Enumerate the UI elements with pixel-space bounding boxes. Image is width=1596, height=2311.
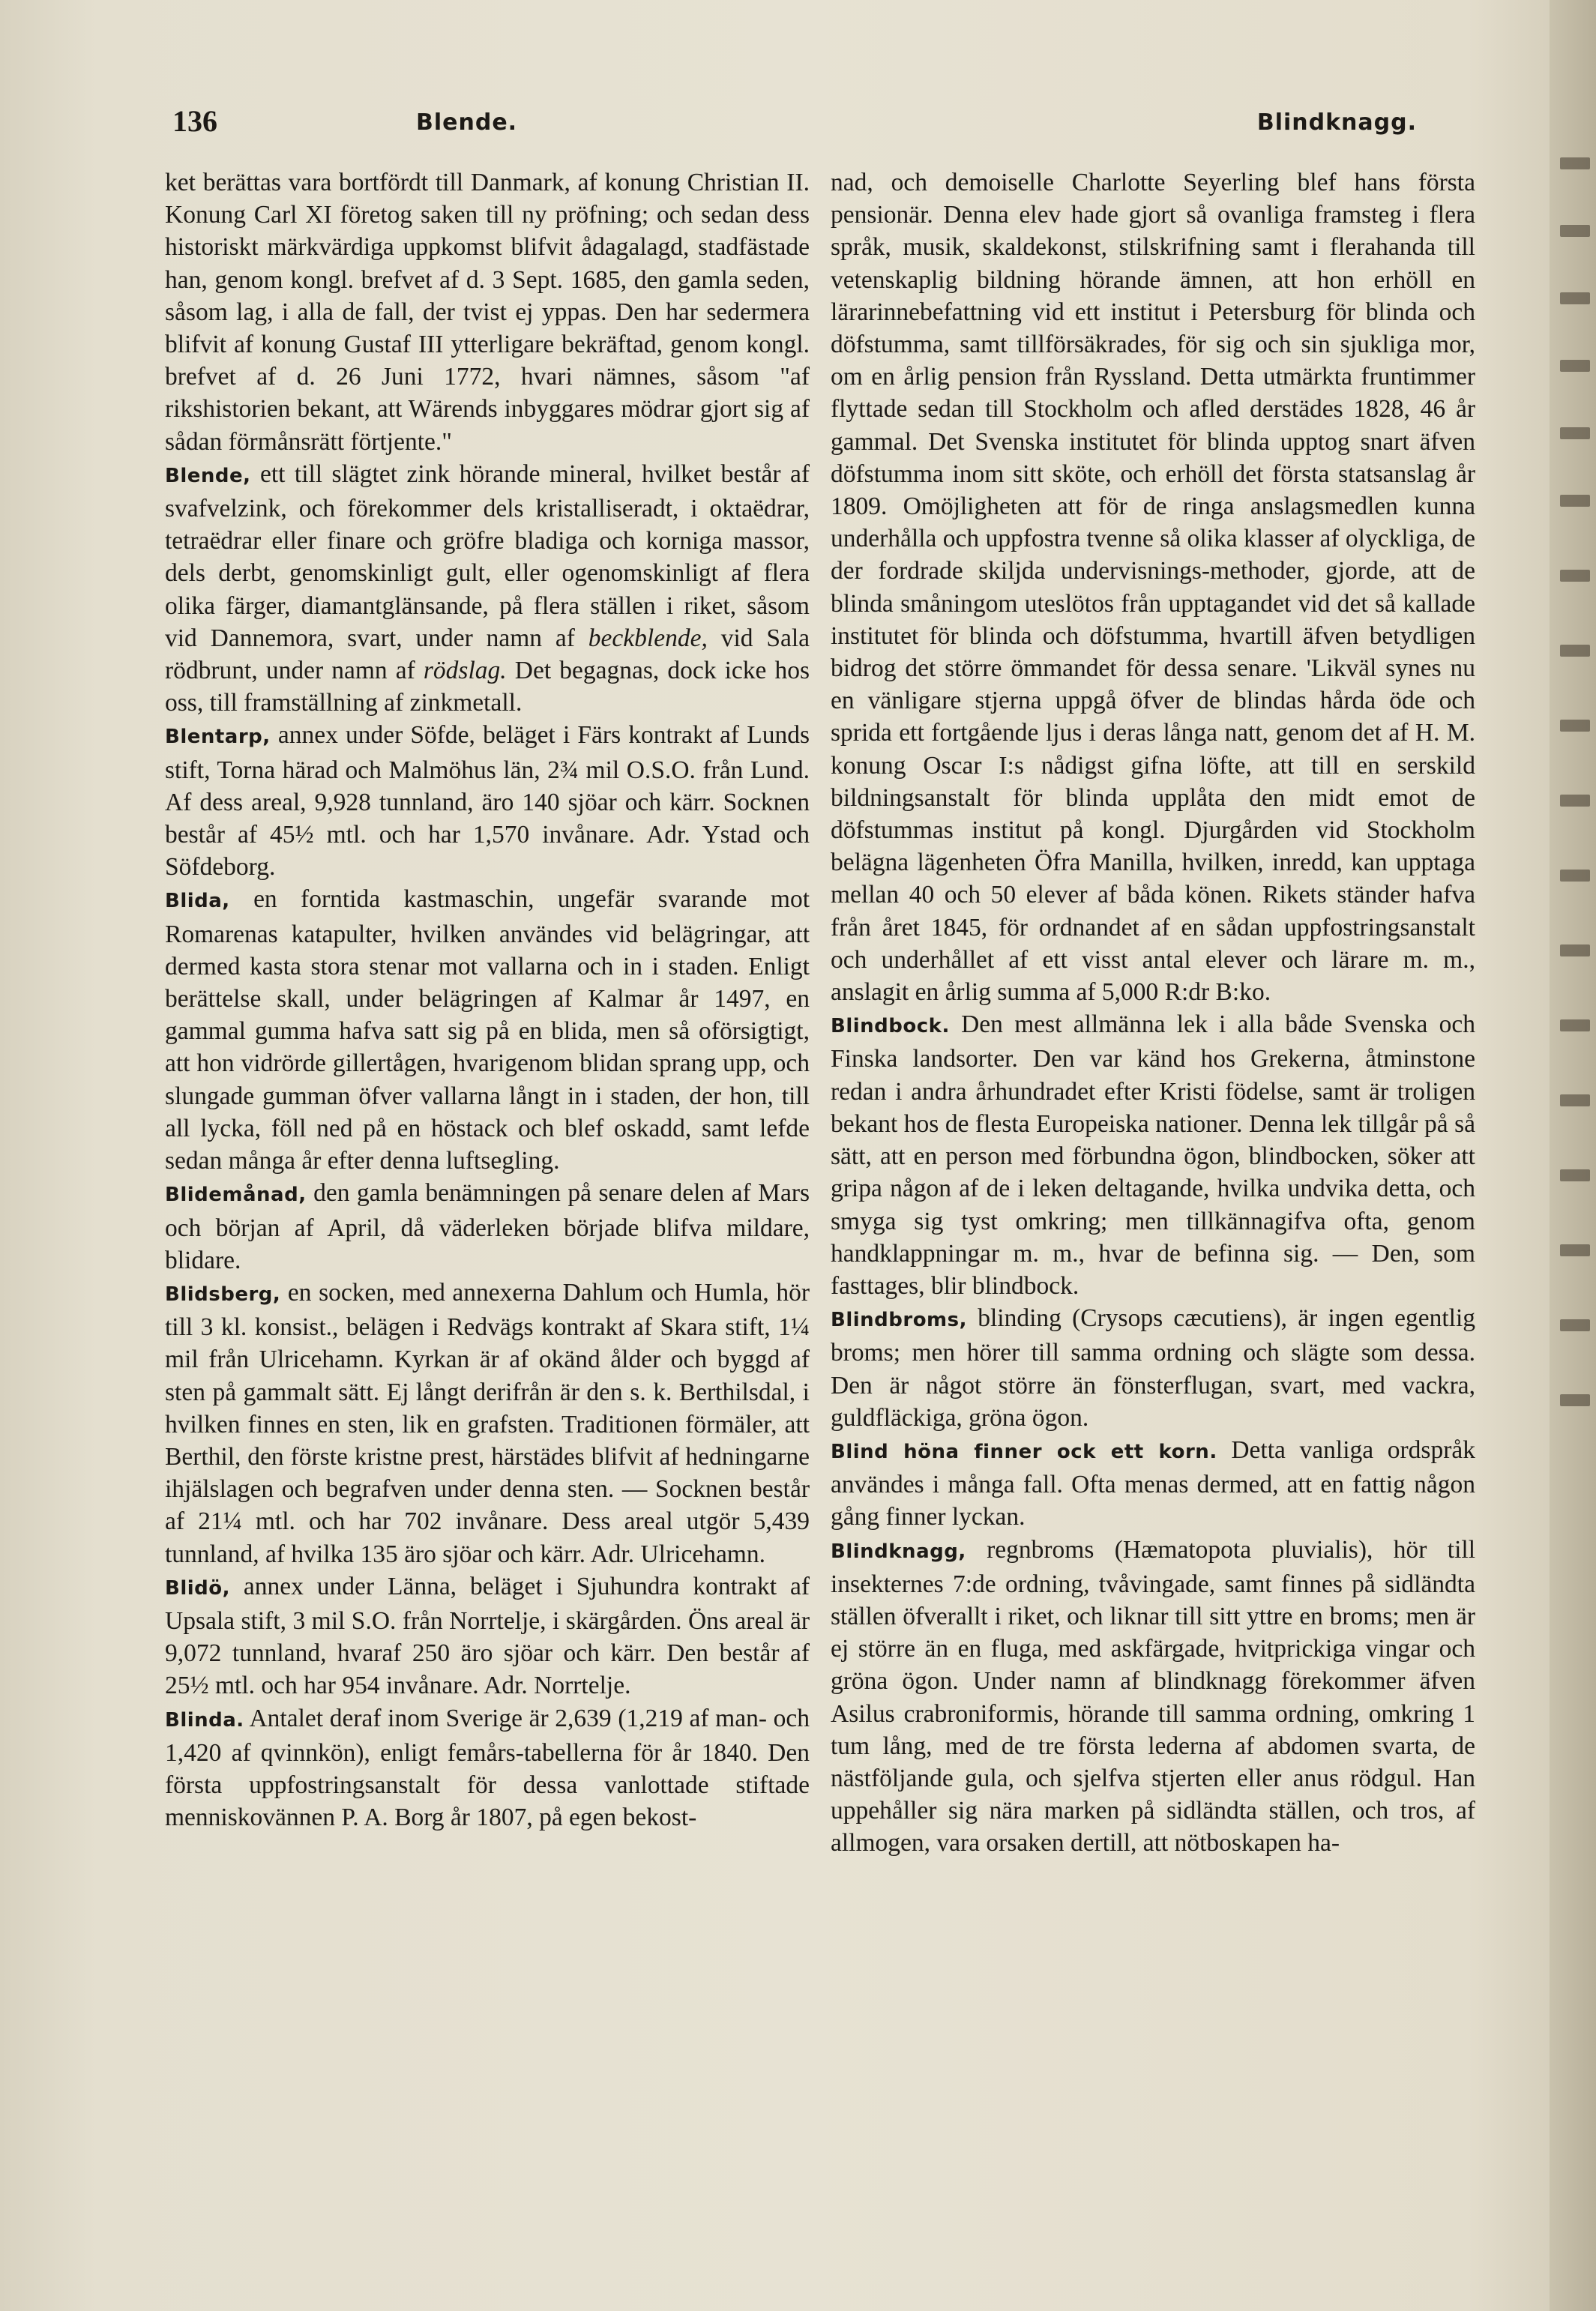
page-header <box>172 103 1417 148</box>
adjacent-page-edge <box>1550 0 1596 2311</box>
entry-blind-hona <box>831 1434 1475 1534</box>
continued-text: ket berättas vara bortfördt till Danmark, af konung Christian II. Konung Carl XI företog saken till ny pröfning; och sedan dess historiskt märkvärdiga uppkomst blifvit ådagalagd, stadfästade han, genom kongl. brefvet af d. 3 Sept. 1685, den gamla seden, såsom lag, i alla de fall, der tvist ej yppas. Den har sedermera blifvit af konung Gustaf III ytterligare bekräftad, genom kongl. brefvet af d. 26 Juni 1772, hvari nämnes, såsom "af rikshistorien bekant, att Wärends inbyggares mödrar gjort sig af sådan förmånsrätt förtjente." <box>165 169 810 456</box>
headword: Blende, <box>165 464 251 487</box>
entry-text: en socken, med annexerna Dahlum och Humla, hör till 3 kl. konsist., belägen i Redvägs kontrakt af Skara stift, 1¼ mil från Ulricehamn. Kyrkan är af okänd ålder och byggd af sten på gammalt sätt. Ej långt derifrån är den s. k. Berthilsdal, i hvilken finnes en sten, lik en grafsten. Traditionen förmäler, att Berthil, den förste kristne prest, härstädes blifvit af hedningarne ihjälslagen och begrafven under denna sten. — Socknen består af 21¼ mtl. och har 702 invånare. Dess areal utgör 5,439 tunnland, af hvilka 135 äro sjöar och kärr. Adr. Ulricehamn. <box>165 1278 810 1568</box>
entry-blende <box>165 458 810 720</box>
entry-text: vid Sala rödbrunt, under namn af <box>165 624 810 685</box>
entry-text: Antalet deraf inom Sverige är 2,639 (1,219 af man- och 1,420 af qvinnkön), enligt femårs-tabellerna för år 1840. Den första uppfostringsanstalt för dessa vanlottade stiftade menniskovännen P. A. Borg år 1807, på egen bekost- <box>165 1704 810 1832</box>
right-column <box>831 166 1475 2243</box>
entry-blindbroms <box>831 1302 1475 1434</box>
headword: Blind höna finner ock ett korn. <box>831 1440 1217 1463</box>
running-head-right: Blindknagg. <box>1256 109 1417 136</box>
running-head-left: Blende. <box>416 109 518 136</box>
headword: Blidsberg, <box>165 1283 281 1306</box>
headword: Blindbroms, <box>831 1309 968 1332</box>
entry-blido <box>165 1570 810 1702</box>
entry-italic-term: beckblende, <box>588 624 708 652</box>
entry-text: en forntida kastmaschin, ungefär svarande mot Romarenas katapulter, hvilken användes vid belägringar, att dermed kasta stora stenar mot vallarna och in i staden. Enligt berättelse skall, under belägringen af Kalmar år 1497, en gammal gumma hafva satt sig på en blida, men så oförsigtigt, att hon vidrörde gillertågen, hvarigenom blidan sprang upp, och slungade gumman öfver vallarna långt in i staden, der hon, till all lycka, föll ned på en höstack och blef oskadd, samt lefde sedan många år efter denna luftsegling. <box>165 885 810 1175</box>
continued-text: nad, och demoiselle Charlotte Seyerling blef hans första pensionär. Denna elev hade gjort så ovanliga framsteg i flera språk, musik, skaldekonst, stilskrifning samt i flerahanda till vetenskaplig bildning hörande ämnen, att hon erhöll en lärarinnebefattning vid ett institut i Petersburg för blinda och döfstumma, samt tillförsäkrades, för sig och sin sjukliga mor, om en årlig pension från Ryssland. Detta utmärkta fruntimmer flyttade sedan till Stockholm och afled derstädes 1828, 46 år gammal. Det Svenska institutet för blinda upptog snart äfven döfstumma inom sitt sköte, och erhöll det första statsanslag år 1809. Omöjligheten att för de ringa anslagsmedlen kunna underhålla och uppfostra tvenne så olika klasser af olyckliga, de der fordrade skiljda undervisnings-methoder, gjorde, att de blinda småningom uteslötos från upptagandet vid det så kallade institutet för blinda och döfstumma, hvartill äfven betydligen bidrog det större ömmandet för dessa senare. 'Likväl synes nu en vänligare stjerna uppgå öfver de blindas hårda öde och sprida ett fortgående ljus i deras långa natt, genom det af H. M. konung Oscar I:s nådigst gifna löfte, att till en serskild bildningsanstalt för blinda upplåta den midt emot de döfstummas institut på kongl. Djurgården vid Stockholm belägna lägenheten Öfra Manilla, hvilken, inredd, kan upptaga mellan 40 och 50 elever af båda könen. Rikets ständer hafva från året 1845, för ordnandet af en sådan uppfostringsanstalt och underhållet af ett visst antal elever och lärare m. m., anslagit en årlig summa af 5,000 R:dr B:ko. <box>831 169 1475 1007</box>
headword: Blida, <box>165 890 230 913</box>
page-number: 136 <box>172 104 217 138</box>
entry-text: annex under Länna, beläget i Sjuhundra kontrakt af Upsala stift, 3 mil S.O. från Norrtelje, i skärgården. Öns areal är 9,072 tunnland, hvaraf 250 äro sjöar och kärr. Den består af 25½ mtl. och har 954 invånare. Adr. Norrtelje. <box>165 1572 810 1700</box>
entry-blidsberg <box>165 1277 810 1570</box>
entry-text: ett till slägtet zink hörande mineral, hvilket består af svafvelzink, och förekommer dels kristalliseradt, i oktaëdrar, tetraëdrar eller finare och gröfre bladiga och korniga massor, dels derbt, genomskinligt gult, eller ogenomskinligt af flera olika färger, diamantglänsande, på flera ställen i riket, såsom vid Dannemora, svart, under namn af <box>165 460 810 652</box>
entry-blida <box>165 883 810 1177</box>
left-column <box>165 166 810 2243</box>
headword: Blinda. <box>165 1708 244 1732</box>
headword: Blentarp, <box>165 726 271 749</box>
entry-blindbock <box>831 1008 1475 1302</box>
headword: Blidö, <box>165 1576 230 1600</box>
headword: Blindknagg, <box>831 1540 966 1563</box>
entry-italic-term: rödslag. <box>423 657 507 685</box>
entry-text: Den mest allmänna lek i alla både Svenska och Finska landsorter. Den var känd hos Grekerna, åtminstone redan i andra århundradet efter Kristi födelse, samt är troligen bekant hos de flesta Europeiska nationer. Denna lek tillgår på så sätt, att en person med förbundna ögon, blindbocken, söker att gripa någon af de i leken deltagande, hvilka undvika detta, och smyga sig tyst omkring; men tillkännagifva ofta, genom handklappningar m. m., hvar de befinna sig. — Den, som fasttages, blir blindbock. <box>831 1010 1475 1300</box>
headword: Blindbock. <box>831 1015 950 1038</box>
entry-text: regnbroms (Hæmatopota pluvialis), hör till insekternes 7:de ordning, tvåvingade, samt finnes på sidländta ställen öfverallt i riket, och liknar till sitt yttre en broms; men är ej större än en fluga, med askfärgade, hvitprickiga vingar och gröna ögon. Under namn af blindknagg förekommer äfven Asilus crabroniformis, hörande till samma ordning, omkring 1 tum lång, med de tre första lederna af abdomen svarta, de nästföljande gula, och sjelfva stjerten eller anus rödgul. Han uppehåller sig nära marken på sidländta ställen, och tros, af allmogen, vara orsaken dertill, att nötboskapen ha- <box>831 1535 1475 1857</box>
headword: Blidemånad, <box>165 1184 307 1207</box>
entry-blinda <box>165 1702 810 1834</box>
entry-blentarp <box>165 719 810 883</box>
entry-text: annex under Söfde, beläget i Färs kontrakt af Lunds stift, Torna härad och Malmöhus län, 2¾ mil O.S.O. från Lund. Af dess areal, 9,928 tunnland, äro 140 sjöar och kärr. Socknen består af 45½ mtl. och har 1,570 invånare. Adr. Ystad och Söfdeborg. <box>165 721 810 882</box>
entry-text: Detta vanliga ordspråk användes i många fall. Ofta menas dermed, att en fattig någon gång finner lyckan. <box>831 1435 1475 1531</box>
entry-text: den gamla benämningen på senare delen af Mars och början af April, då väderleken började blifva mildare, blidare. <box>165 1179 810 1274</box>
entry-blidemanad <box>165 1177 810 1277</box>
entry-text: Det begagnas, dock icke hos oss, till framställning af zinkmetall. <box>165 657 810 717</box>
entry-blindknagg <box>831 1534 1475 1860</box>
entry-text: blinding (Crysops cæcutiens), är ingen egentlig broms; men hörer till samma ordning och slägte som dessa. Den är något större än fönsterflugan, svart, med vackra, guldfläckiga, gröna ögon. <box>831 1304 1475 1432</box>
